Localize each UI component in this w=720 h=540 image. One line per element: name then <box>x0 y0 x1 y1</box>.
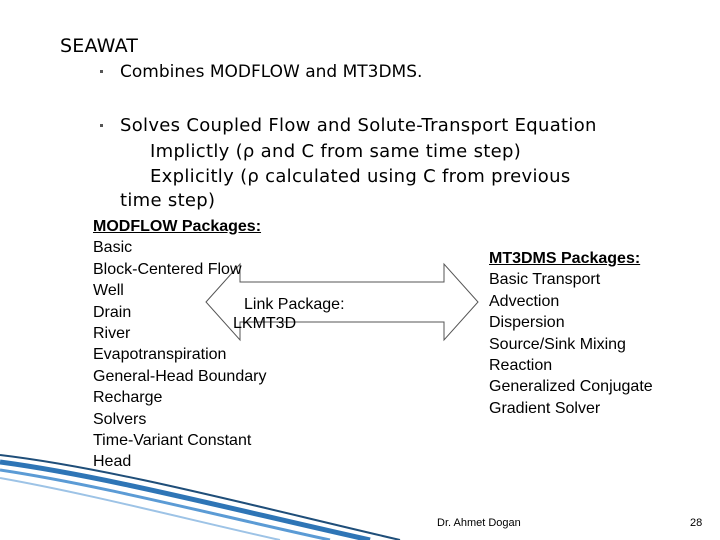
modflow-item: Block-Centered Flow <box>93 260 242 278</box>
footer-author: Dr. Ahmet Dogan <box>437 517 521 529</box>
mt3dms-item: Reaction <box>489 357 553 375</box>
modflow-header: MODFLOW Packages: <box>93 218 262 235</box>
modflow-item: Head <box>93 453 132 471</box>
bullet-solves: Solves Coupled Flow and Solute-Transport Equation <box>120 115 597 136</box>
mt3dms-item: Advection <box>489 292 560 310</box>
modflow-item: Basic <box>93 239 133 257</box>
bullet-icons <box>100 70 103 127</box>
modflow-item: River <box>93 325 131 343</box>
sub-time-step: time step) <box>120 190 216 211</box>
link-package-name: LKMT3D <box>233 315 297 332</box>
mt3dms-item: Gradient Solver <box>489 399 601 417</box>
modflow-item: Time-Variant Constant <box>93 432 252 450</box>
sub-implicitly: Implictly (ρ and C from same time step) <box>150 141 522 162</box>
modflow-item: Evapotranspiration <box>93 346 227 364</box>
mt3dms-item: Generalized Conjugate <box>489 378 653 396</box>
sub-explicitly: Explicitly (ρ calculated using C from previous <box>150 166 571 187</box>
mt3dms-item: Dispersion <box>489 314 565 332</box>
mt3dms-header: MT3DMS Packages: <box>489 250 641 267</box>
modflow-item: General-Head Boundary <box>93 367 267 385</box>
modflow-item: Well <box>93 282 124 300</box>
modflow-packages-list <box>93 216 266 473</box>
slide-number: 28 <box>690 517 703 529</box>
bullet-combines: Combines MODFLOW and MT3DMS. <box>120 62 423 82</box>
mt3dms-packages-list <box>489 248 653 419</box>
modflow-item: Drain <box>93 303 132 321</box>
link-package-label: Link Package: <box>244 296 345 313</box>
slide-title: SEAWAT <box>60 35 139 57</box>
modflow-item: Recharge <box>93 389 163 407</box>
mt3dms-item: Basic Transport <box>489 271 601 289</box>
modflow-item: Solvers <box>93 410 147 428</box>
mt3dms-item: Source/Sink Mixing <box>489 335 626 353</box>
